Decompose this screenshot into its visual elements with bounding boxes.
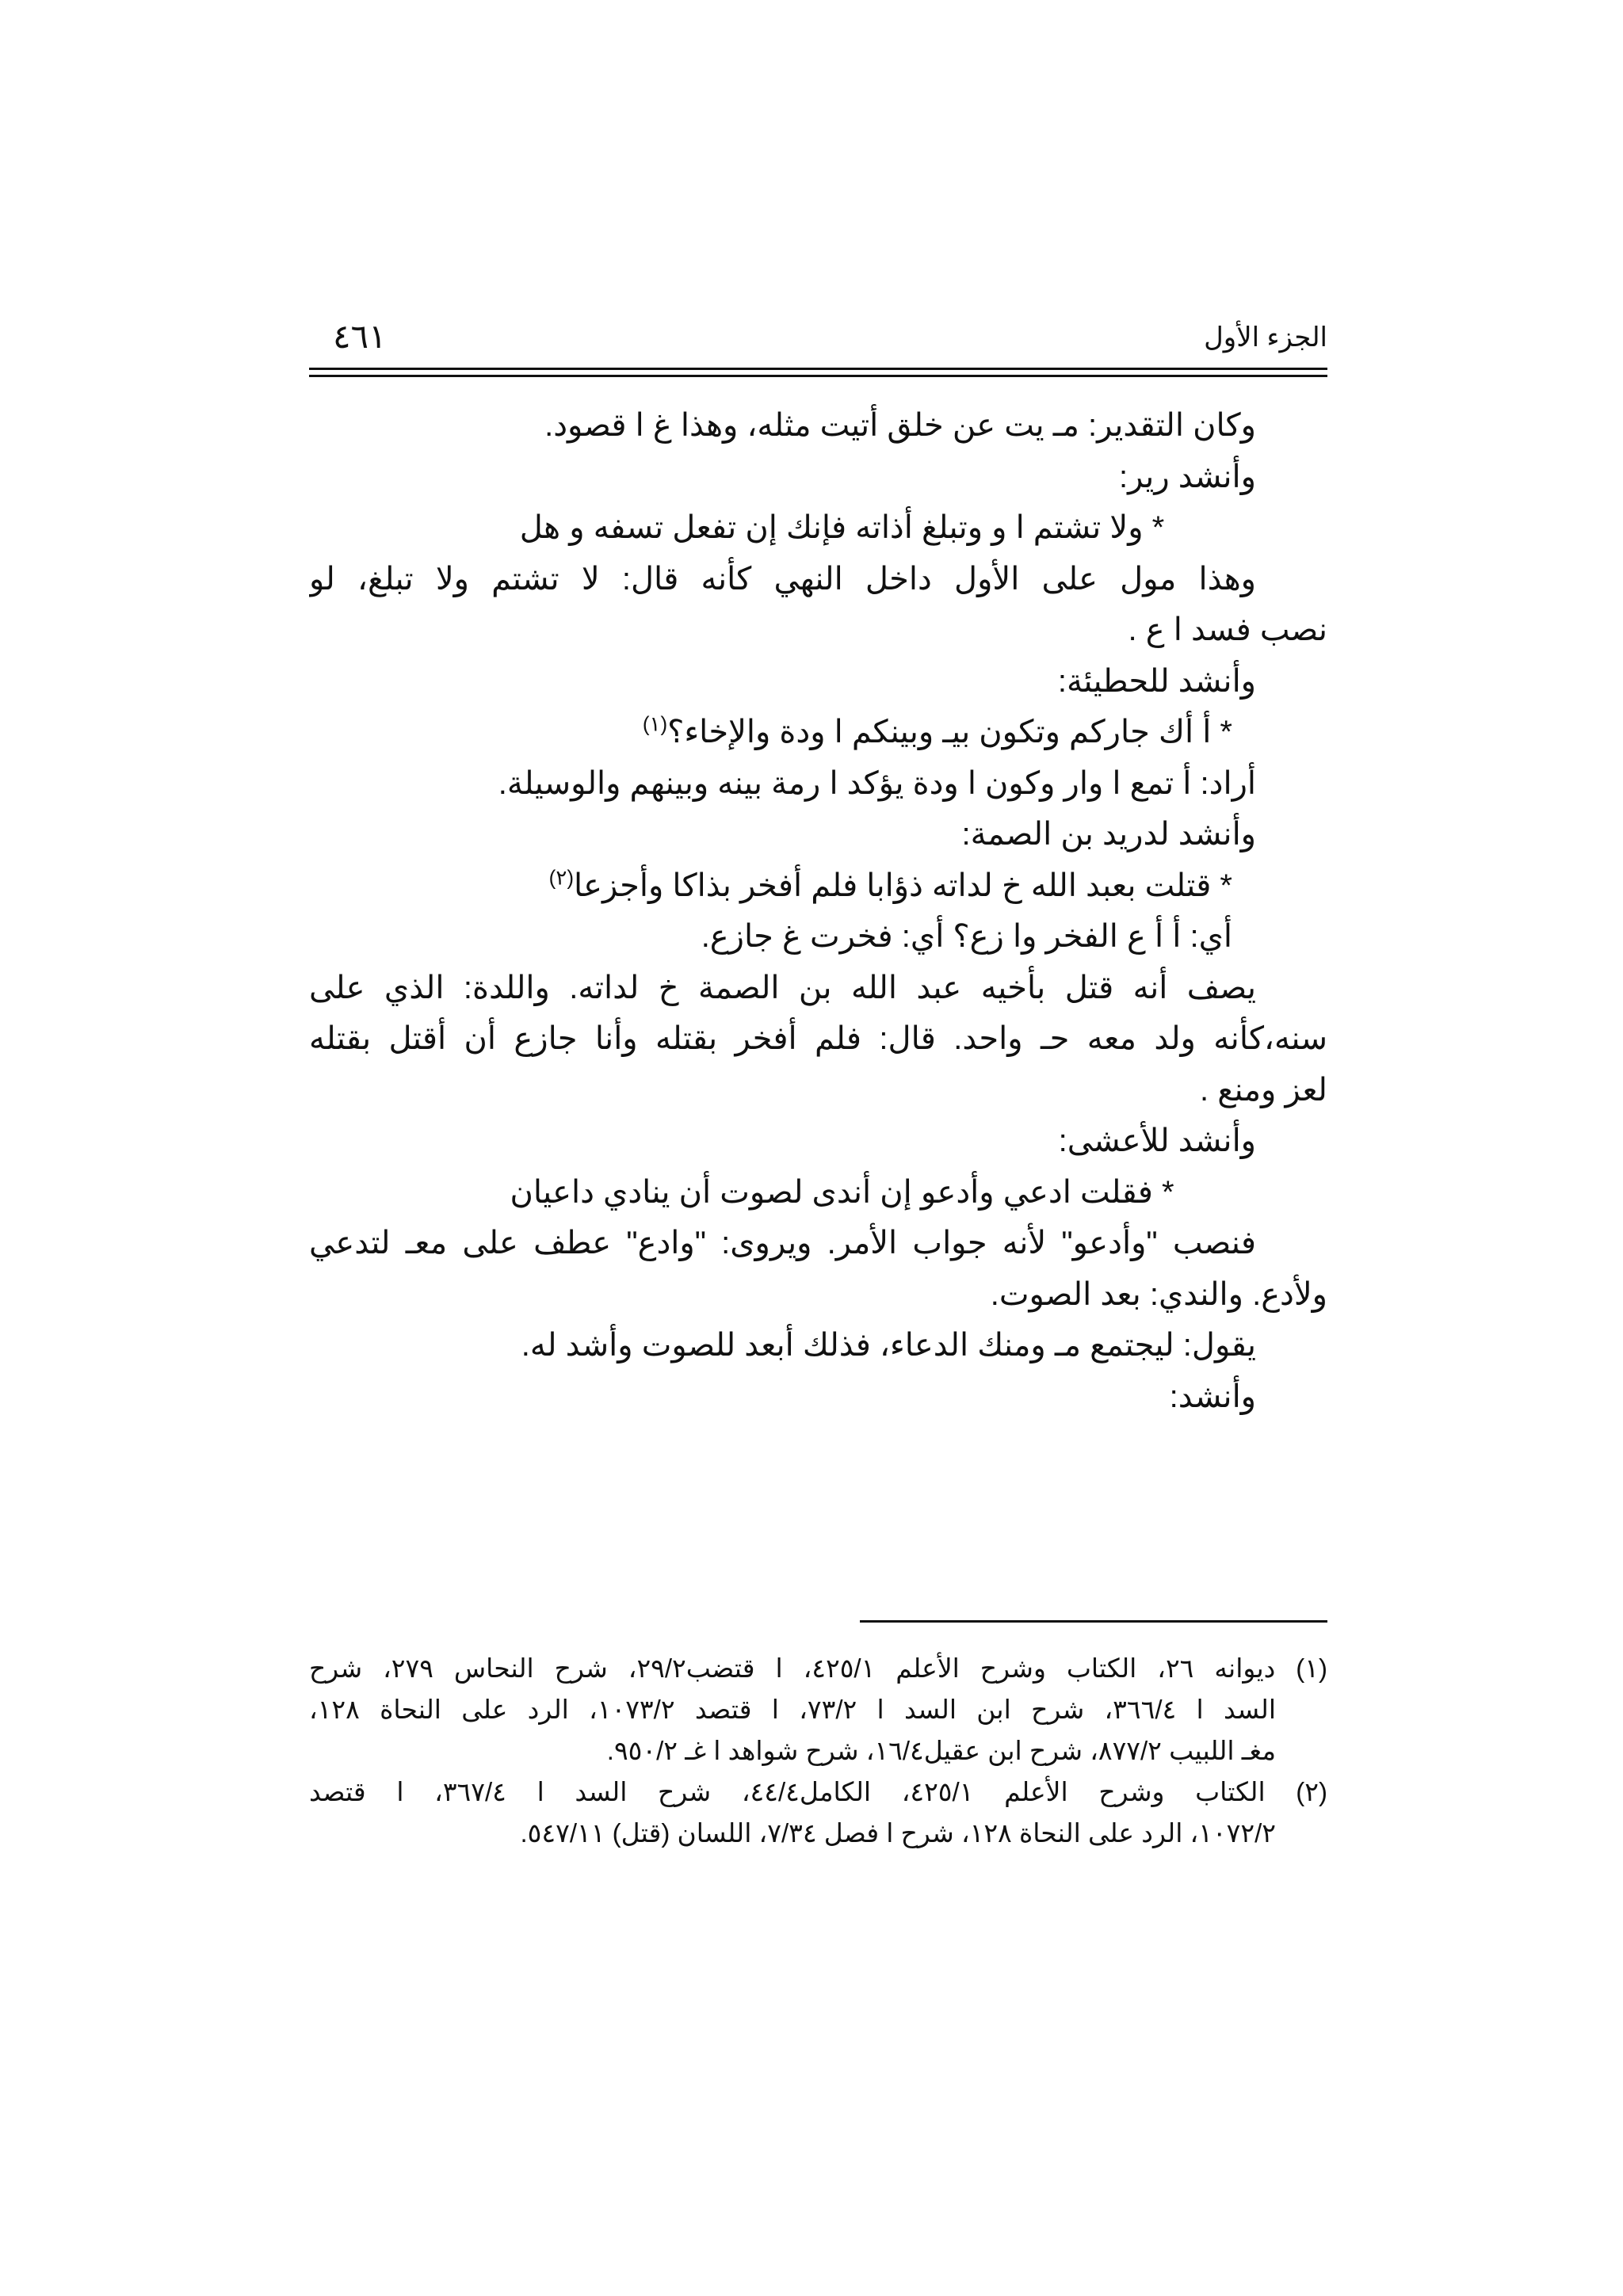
page-number: ٤٦١ bbox=[333, 319, 387, 356]
footnote-ref-1[interactable]: (١) bbox=[642, 711, 668, 736]
page-header bbox=[309, 317, 1327, 372]
footnotes bbox=[309, 1648, 1327, 1854]
text-line: وأنشد رير: bbox=[1119, 459, 1256, 494]
main-text bbox=[309, 400, 1327, 1422]
verse-text: * أ أك جاركم وتكون بيـ وبينكم ا ودة والإخاء؟ bbox=[667, 715, 1232, 749]
text-line: وكان التقدير: مـ يت عن خلق أتيت مثله، وهذا غ ا قصود. bbox=[544, 408, 1256, 443]
footnote-ref-2[interactable]: (٢) bbox=[548, 865, 574, 890]
verse-line bbox=[309, 707, 1327, 758]
running-title: الجزء الأول bbox=[1204, 322, 1327, 353]
footnote-line: مغـ اللبيب ٨٧٧/٢، شرح ابن عقيل١٦/٤، شرح شواهد ا غـ ٩٥٠/٢. bbox=[606, 1736, 1276, 1765]
text-line: وأنشد لدريد بن الصمة: bbox=[961, 817, 1256, 852]
verse-line: * ولا تشتم ا و وتبلغ أذاته فإنك إن تفعل تسفه و هل bbox=[519, 510, 1165, 545]
footnote-line: (٢) الكتاب وشرح الأعلم ٤٢٥/١، الكامل٤٤/٤، شرح السد ا ٣٦٧/٤، ا قتصد bbox=[309, 1777, 1327, 1806]
text-line: أي: أ أ ع الفخر وا زع؟ أي: فخرت غ جازع. bbox=[701, 919, 1232, 954]
verse-text: * قتلت بعبد الله خ لداته ذؤابا فلم أفخر بذاكا وأجزعا bbox=[573, 868, 1232, 903]
text-line: وأنشد للأعشى: bbox=[1058, 1123, 1256, 1158]
footnote-line: السد ا ٣٦٦/٤، شرح ابن السد ا ٧٣/٢، ا قتصد ١٠٧٣/٢، الرد على النحاة ١٢٨، bbox=[309, 1695, 1276, 1724]
text-line: وأنشد للحطيئة: bbox=[1057, 663, 1256, 699]
verse-line bbox=[309, 860, 1327, 912]
footnote-line: (١) ديوانه ٢٦، الكتاب وشرح الأعلم ٤٢٥/١، ا قتضب٢٩/٢، شرح النحاس ٢٧٩، شرح bbox=[309, 1653, 1327, 1683]
text-line: لعز ومنع . bbox=[1200, 1072, 1327, 1108]
text-line: ولأدع. والندي: بعد الصوت. bbox=[990, 1276, 1327, 1312]
text-line: وأنشد: bbox=[1169, 1379, 1256, 1414]
text-line: أراد: أ تمع ا وار وكون ا ودة يؤكد ا رمة بينه وبينهم والوسيلة. bbox=[498, 765, 1256, 801]
footnote-line: ١٠٧٢/٢، الرد على النحاة ١٢٨، شرح ا فصل ٧/٣٤، اللسان (قتل) ٥٤٧/١١. bbox=[520, 1818, 1276, 1848]
footnote-separator bbox=[860, 1620, 1327, 1623]
text-line: يقول: ليجتمع مـ ومنك الدعاء، فذلك أبعد للصوت وأشد له. bbox=[521, 1328, 1256, 1363]
text-line: وهذا مول على الأول داخل النهي كأنه قال: لا تشتم ولا تبلغ، لو bbox=[309, 561, 1256, 597]
text-line: يصف أنه قتل بأخيه عبد الله بن الصمة خ لداته. واللدة: الذي على bbox=[309, 970, 1256, 1005]
text-line: نصب فسد ا ع . bbox=[1128, 612, 1327, 647]
header-rule-bottom bbox=[309, 375, 1327, 377]
header-rule-top bbox=[309, 368, 1327, 370]
text-line: فنصب "وأدعو" لأنه جواب الأمر. ويروى: "وادع" عطف على معـ لتدعي bbox=[309, 1226, 1256, 1261]
text-line: سنه،كأنه ولد معه حـ واحد. قال: فلم أفخر بقتله وأنا جازع أن أقتل بقتله bbox=[309, 1021, 1327, 1056]
verse-line: * فقلت ادعي وأدعو إن أندى لصوت أن ينادي داعيان bbox=[510, 1174, 1174, 1210]
